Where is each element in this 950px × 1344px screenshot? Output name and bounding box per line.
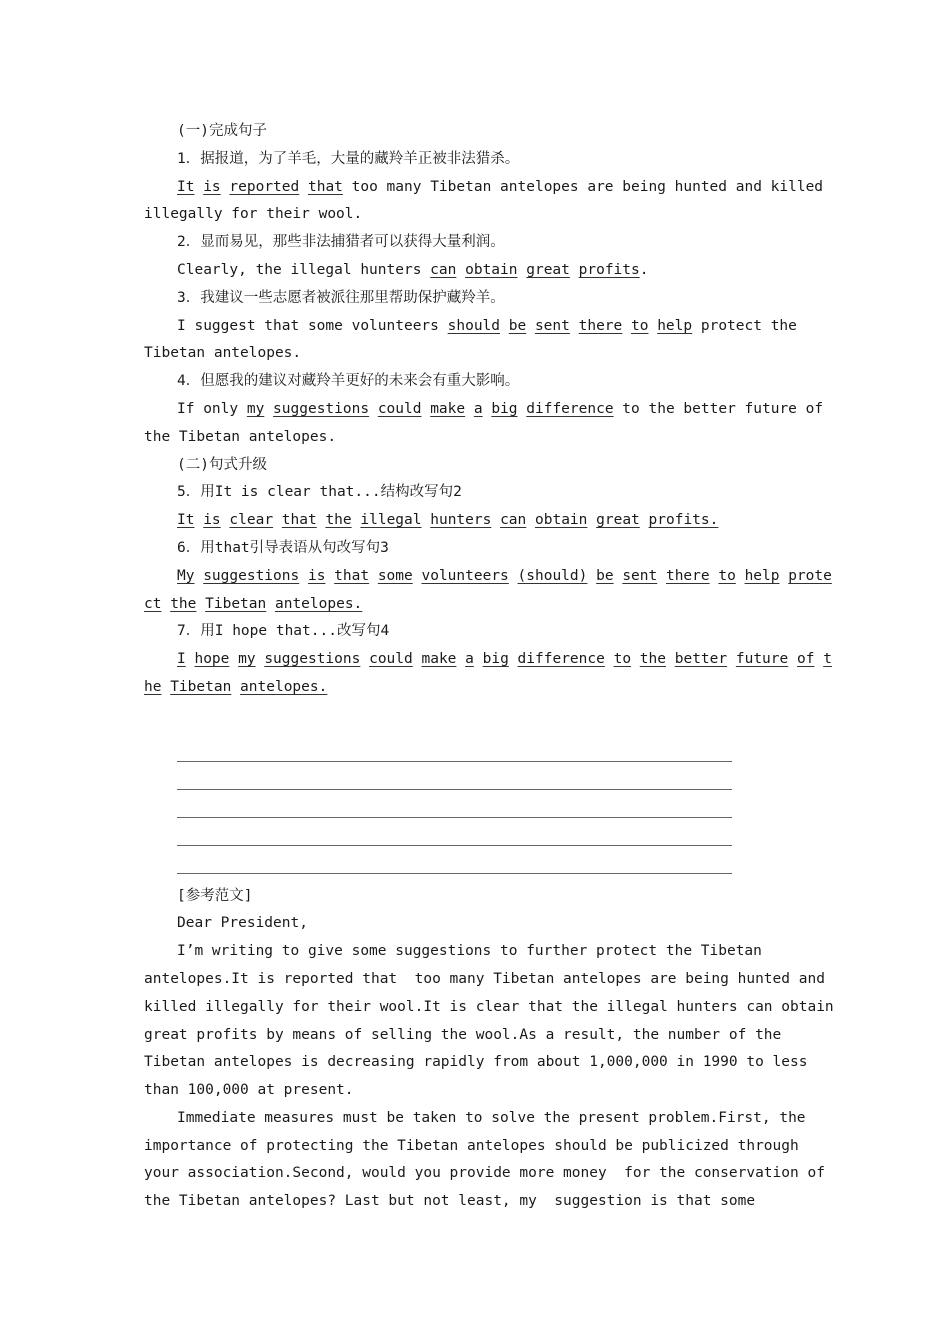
answer-word: the xyxy=(639,651,666,668)
q3-answer-line xyxy=(144,313,809,341)
answer-word: reported xyxy=(229,178,300,195)
answer-word: the xyxy=(325,512,352,529)
answer-word: Tibetan xyxy=(205,595,267,612)
document-page xyxy=(144,118,834,1216)
q2-suffix: . xyxy=(639,261,649,278)
answer-word: to xyxy=(718,567,736,584)
answer-word: future xyxy=(735,651,789,668)
answer-word: suggestions xyxy=(203,567,300,584)
answer-word: It xyxy=(177,178,195,195)
q7-answer-line2 xyxy=(144,674,809,702)
q5-answer xyxy=(144,507,809,535)
q4-prefix: If only xyxy=(177,400,247,417)
answer-word: sent xyxy=(622,567,658,584)
answer-word: there xyxy=(665,567,710,584)
answer-word: It xyxy=(177,512,195,529)
answer-word: can xyxy=(430,261,457,278)
answer-word: the xyxy=(170,595,197,612)
q3-chinese: 3．我建议一些志愿者被派往那里帮助保护藏羚羊。 xyxy=(177,289,505,306)
answer-word: illegal xyxy=(360,512,422,529)
answer-word: great xyxy=(526,261,570,278)
essay-heading: [参考范文] xyxy=(177,887,253,904)
q4-continuation: the Tibetan antelopes. xyxy=(144,428,337,445)
answer-word: he xyxy=(144,678,162,695)
spacer xyxy=(144,702,809,730)
answer-word: some xyxy=(377,567,413,584)
answer-word: a xyxy=(465,651,474,668)
answer-word: could xyxy=(377,400,422,417)
essay-line: the Tibetan antelopes? Last but not least, my suggestion is that some xyxy=(144,1193,756,1210)
q2-answer xyxy=(430,262,640,278)
essay-paragraph-2 xyxy=(144,1105,825,1216)
answer-word: My xyxy=(177,567,195,584)
answer-word: big xyxy=(491,400,518,417)
answer-word: obtain xyxy=(535,512,588,529)
answer-word: that xyxy=(307,178,343,195)
q7-chinese: 7．用I hope that...改写句4 xyxy=(177,623,390,640)
essay-line: antelopes.It is reported that too many Tibetan antelopes are being hunted and xyxy=(144,970,825,987)
answer-word: my xyxy=(246,400,265,417)
q3-prefix: I suggest that some volunteers xyxy=(177,317,448,334)
q2-answer-line xyxy=(144,257,809,285)
q2-prefix: Clearly, the illegal hunters xyxy=(177,261,431,278)
writing-line-4[interactable] xyxy=(177,818,732,846)
answer-word: sent xyxy=(534,317,570,334)
answer-word: volunteers xyxy=(421,567,509,584)
answer-word: suggestions xyxy=(273,400,370,417)
answer-word: great xyxy=(596,512,640,529)
answer-word: t xyxy=(823,651,832,668)
answer-word: clear xyxy=(229,512,274,529)
q1-answer xyxy=(177,179,343,195)
answer-word: be xyxy=(596,567,614,584)
writing-line-2[interactable] xyxy=(177,762,732,790)
answer-word: help xyxy=(744,567,780,584)
essay-line: your association.Second, would you provide more money for the conservation of xyxy=(144,1165,825,1182)
answer-word: help xyxy=(657,317,693,334)
answer-word: could xyxy=(369,651,413,668)
writing-line-3[interactable] xyxy=(177,790,732,818)
answer-word: profits xyxy=(578,261,640,278)
answer-word: obtain xyxy=(465,261,518,278)
answer-word: of xyxy=(796,651,815,668)
essay-line: Immediate measures must be taken to solve the present problem.First, the xyxy=(177,1109,806,1126)
q3-continuation: Tibetan antelopes. xyxy=(144,345,302,362)
q4-answer xyxy=(247,401,614,417)
essay-line: great profits by means of selling the wool.As a result, the number of the xyxy=(144,1026,782,1043)
essay-salutation: Dear President, xyxy=(177,915,308,932)
answer-word: a xyxy=(473,400,483,417)
q1-continuation: illegally for their wool. xyxy=(144,206,363,223)
answer-word: big xyxy=(482,651,509,668)
answer-word: ct xyxy=(144,595,162,612)
answer-word: difference xyxy=(517,651,605,668)
essay-line: than 100,000 at present. xyxy=(144,1082,354,1099)
q3-suffix: protect the xyxy=(692,317,797,334)
answer-word: is xyxy=(203,512,221,529)
q1-rest: too many Tibetan antelopes are being hunted and killed xyxy=(342,178,824,195)
section2-heading: (二)句式升级 xyxy=(177,456,267,473)
answer-word: difference xyxy=(526,400,614,417)
answer-word: make xyxy=(430,400,466,417)
q3-answer xyxy=(448,318,693,334)
q7-answer-line1 xyxy=(144,646,832,674)
q4-chinese: 4．但愿我的建议对藏羚羊更好的未来会有重大影响。 xyxy=(177,373,520,390)
answer-word: there xyxy=(578,317,623,334)
q6-answer-line2 xyxy=(144,591,809,619)
answer-word: (should) xyxy=(517,567,588,584)
answer-word: make xyxy=(421,651,457,668)
answer-word: hope xyxy=(194,651,230,668)
answer-word: better xyxy=(674,651,728,668)
q2-chinese: 2．显而易见，那些非法捕猎者可以获得大量利润。 xyxy=(177,234,505,251)
answer-word: that xyxy=(281,512,317,529)
answer-word: profits. xyxy=(648,512,719,529)
answer-word: prote xyxy=(788,567,832,584)
answer-word: is xyxy=(203,178,221,195)
answer-word: Tibetan xyxy=(170,678,232,695)
q1-answer-line xyxy=(144,174,824,202)
writing-line-1[interactable] xyxy=(177,735,732,763)
essay-line: killed illegally for their wool.It is clear that the illegal hunters can obtain xyxy=(144,998,834,1015)
answer-word: should xyxy=(447,317,501,334)
q5-chinese: 5．用It is clear that...结构改写句2 xyxy=(177,484,462,501)
answer-word: to xyxy=(631,317,649,334)
answer-word: I xyxy=(177,651,186,668)
q6-answer-line1 xyxy=(144,563,832,591)
essay-line: importance of protecting the Tibetan antelopes should be publicized through xyxy=(144,1137,799,1154)
writing-line-5[interactable] xyxy=(177,846,732,874)
q6-chinese: 6．用that引导表语从句改写句3 xyxy=(177,539,389,556)
answer-word: can xyxy=(500,512,527,529)
essay-line: I’m writing to give some suggestions to further protect the Tibetan xyxy=(177,943,762,960)
section1-heading: (一)完成句子 xyxy=(177,123,267,139)
answer-word: is xyxy=(307,567,326,584)
q4-answer-line xyxy=(144,396,824,424)
answer-word: to xyxy=(613,651,632,668)
answer-word: be xyxy=(508,317,527,334)
answer-word: antelopes. xyxy=(274,595,363,612)
q4-suffix: to the better future of xyxy=(613,400,824,417)
answer-word: that xyxy=(334,567,370,584)
answer-word: hunters xyxy=(430,512,492,529)
essay-paragraph-1 xyxy=(144,938,834,1105)
answer-word: suggestions xyxy=(264,651,361,668)
q1-chinese: 1．据报道，为了羊毛，大量的藏羚羊正被非法猎杀。 xyxy=(177,150,520,167)
answer-word: my xyxy=(238,651,256,668)
essay-line: Tibetan antelopes is decreasing rapidly from about 1,000,000 in 1990 to less xyxy=(144,1054,808,1071)
answer-word: antelopes. xyxy=(240,678,328,695)
